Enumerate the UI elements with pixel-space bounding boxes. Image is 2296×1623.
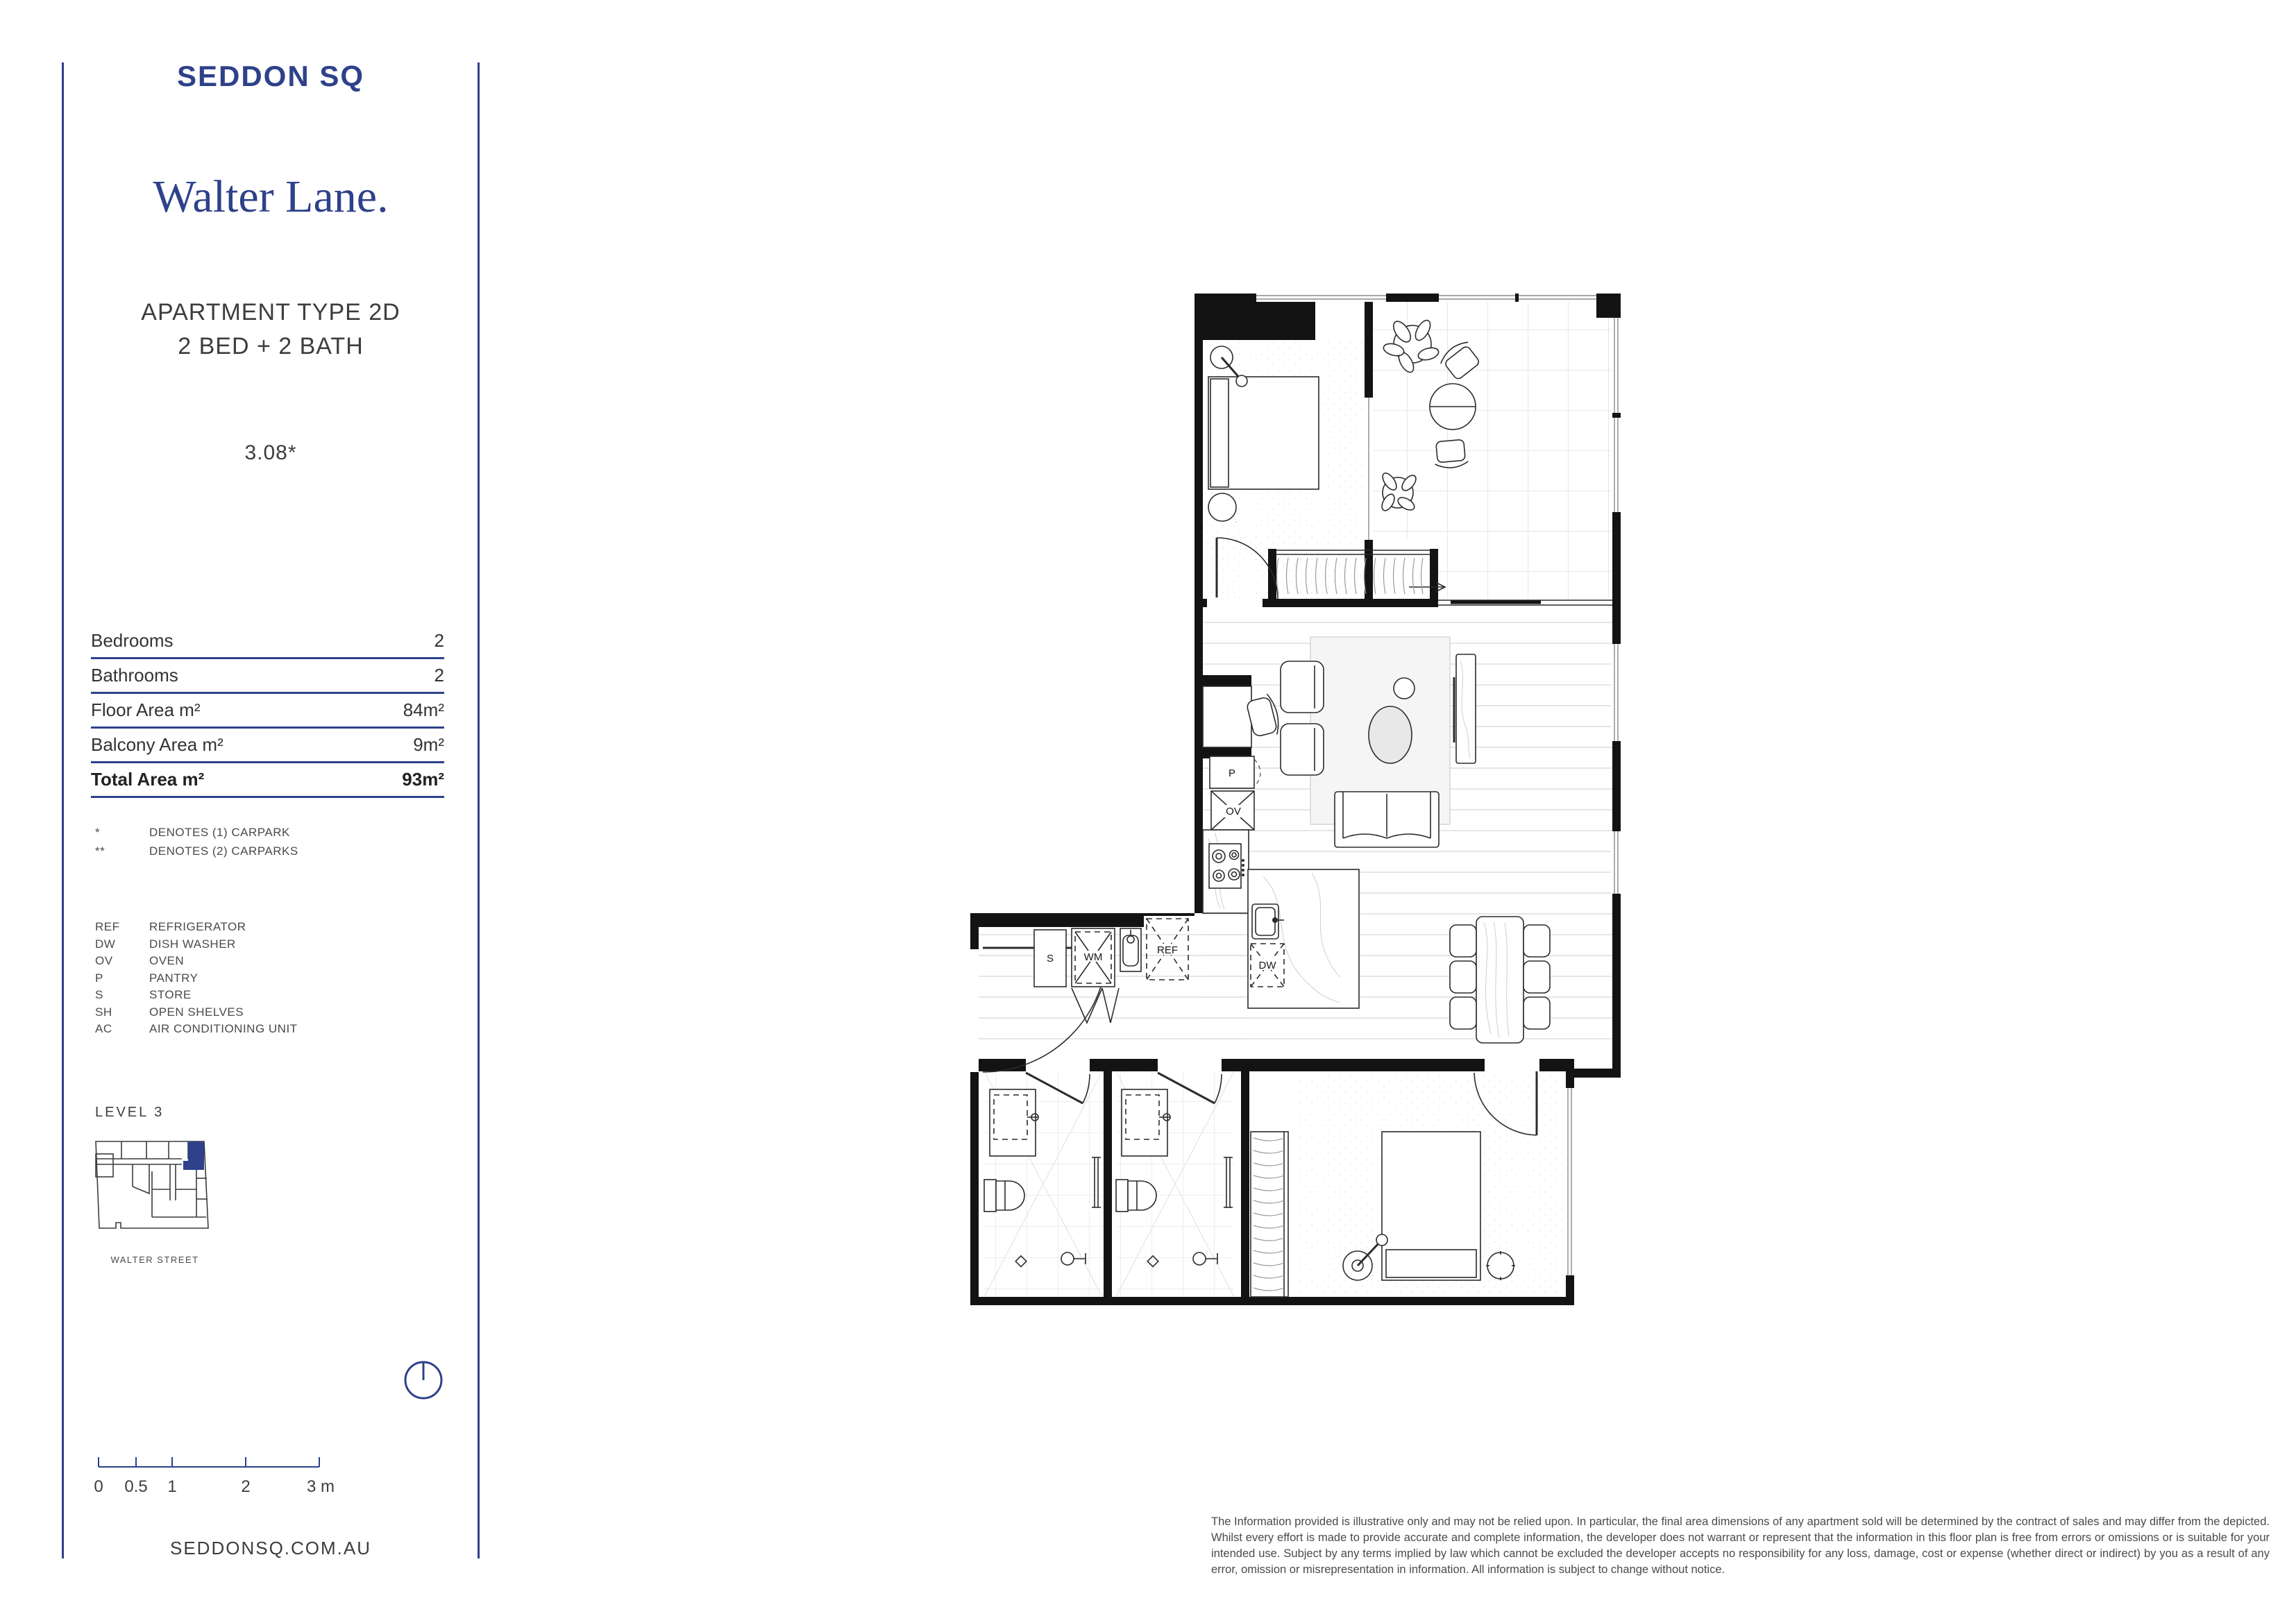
tv-unit	[1454, 654, 1476, 763]
legend-label: DISH WASHER	[149, 937, 236, 951]
scale-bar	[89, 1452, 346, 1496]
master-wardrobe	[1251, 1132, 1288, 1297]
scale-label: 2	[241, 1477, 251, 1496]
unit-number: 3.08*	[244, 441, 297, 464]
store-label: S	[1046, 953, 1054, 965]
level-keyplan-map	[92, 1135, 219, 1243]
brand-title: SEDDON SQ	[176, 60, 365, 92]
scale-ticks	[99, 1457, 319, 1467]
apartment-type-line1: APARTMENT TYPE 2D	[141, 299, 400, 325]
washer-label: WM	[1083, 951, 1103, 963]
bed-pillow	[1210, 379, 1229, 487]
table-row-total	[91, 763, 444, 798]
legend-label: STORE	[149, 988, 192, 1001]
legend-label: OVEN	[149, 954, 185, 967]
bedside-table	[1208, 493, 1236, 521]
note-symbol: **	[95, 844, 105, 858]
row-label: Total Area m²	[91, 769, 205, 790]
sofa	[1335, 792, 1439, 847]
scale-label: 3 m	[306, 1477, 335, 1496]
legend-abbr: DW	[95, 937, 116, 951]
armchair	[1281, 661, 1324, 713]
legend-item	[95, 919, 298, 936]
toilet	[1116, 1180, 1156, 1212]
fridge-label: REF	[1157, 944, 1178, 956]
website-link: SEDDONSQ.COM.AU	[169, 1538, 372, 1558]
legend-item	[95, 936, 298, 953]
vanity	[1122, 1089, 1170, 1156]
sidebar-left-rule	[62, 62, 64, 1558]
scale-label: 0	[94, 1477, 103, 1496]
project-logo: Walter Lane.	[153, 171, 389, 222]
slide-direction-arrow	[1409, 583, 1445, 591]
row-value: 93m²	[402, 769, 444, 790]
island-bench	[1248, 869, 1359, 1008]
row-label: Balcony Area m²	[91, 734, 223, 755]
apartment-type	[62, 296, 479, 364]
note-row	[95, 842, 298, 860]
legend-item	[95, 953, 298, 970]
north-compass-icon	[401, 1357, 446, 1402]
spec-table	[91, 624, 444, 798]
side-table	[1394, 678, 1415, 699]
note-text: DENOTES (1) CARPARK	[149, 826, 290, 839]
cooktop	[1209, 844, 1244, 888]
row-value: 2	[434, 665, 444, 686]
apartment-type-line2: 2 BED + 2 BATH	[178, 333, 364, 359]
balcony-table	[1430, 384, 1476, 430]
legend-abbr: P	[95, 971, 103, 985]
floor-plan	[965, 290, 1641, 1331]
legend-abbr: AC	[95, 1022, 112, 1035]
highlighted-unit	[183, 1141, 204, 1170]
plant	[1379, 471, 1418, 513]
balcony-floor-south	[1438, 538, 1612, 599]
street-label: WALTER STREET	[110, 1255, 199, 1265]
scale-label: 1	[167, 1477, 177, 1496]
scale-label: 0.5	[124, 1477, 148, 1496]
legend-abbr: S	[95, 988, 103, 1001]
table-row	[91, 694, 444, 729]
row-label: Floor Area m²	[91, 699, 201, 720]
hanging-clothes	[1253, 1138, 1284, 1291]
legend-label: OPEN SHELVES	[149, 1005, 244, 1019]
oven	[1211, 791, 1254, 830]
toilet	[984, 1180, 1024, 1212]
legend-item	[95, 987, 298, 1004]
row-label: Bedrooms	[91, 630, 174, 651]
row-value: 2	[434, 630, 444, 651]
pantry	[1210, 756, 1260, 788]
table-row	[91, 624, 444, 659]
table-row	[91, 729, 444, 763]
legend-label: AIR CONDITIONING UNIT	[149, 1022, 298, 1035]
hall-sink	[1120, 928, 1141, 971]
store-closet	[1034, 930, 1066, 987]
pantry-label: P	[1228, 767, 1236, 779]
oven-label: OV	[1226, 806, 1241, 817]
dishwasher-label: DW	[1258, 960, 1276, 971]
legend-item	[95, 1021, 298, 1038]
vanity	[990, 1089, 1038, 1156]
legend-item	[95, 1004, 298, 1021]
dining-table	[1476, 917, 1523, 1043]
legend-abbr: REF	[95, 920, 120, 933]
legend-abbr: OV	[95, 954, 113, 967]
row-label: Bathrooms	[91, 665, 178, 686]
coffee-table	[1369, 706, 1412, 763]
sidebar-right-rule	[478, 62, 480, 1558]
legend-label: PANTRY	[149, 971, 199, 985]
legend-label: REFRIGERATOR	[149, 920, 246, 933]
bed-pillow	[1386, 1250, 1476, 1277]
armchair	[1281, 724, 1324, 775]
note-row	[95, 823, 298, 842]
carpark-notes	[95, 823, 298, 860]
row-value: 84m²	[403, 699, 444, 720]
legend-abbr: SH	[95, 1005, 112, 1019]
row-value: 9m²	[413, 734, 444, 755]
note-symbol: *	[95, 826, 101, 839]
note-text: DENOTES (2) CARPARKS	[149, 844, 298, 858]
disclaimer-text: The Information provided is illustrative only and may not be relied upon. In particular, the final area dimensions of any apartment sold will be determined by the contract of sales and may differ from the depicted. Whilst every effort is made to provide accurate and complete information, the developer does not warrant or represent that the information in this floor plan is free from errors or omissions or is suitable for your intended use. Subject by any terms implied by law which cannot be excluded the developer accepts no responsibility for any loss, damage, cost or expense (whether direct or indirect) by you as a result of any error, omission or misrepresentation in information. All information is subject to change without notice.	[1211, 1515, 2270, 1576]
legend-item	[95, 970, 298, 987]
kitchen-bench	[1203, 830, 1249, 913]
table-row	[91, 659, 444, 694]
legend-list	[95, 919, 298, 1038]
level-label: LEVEL 3	[95, 1105, 164, 1120]
